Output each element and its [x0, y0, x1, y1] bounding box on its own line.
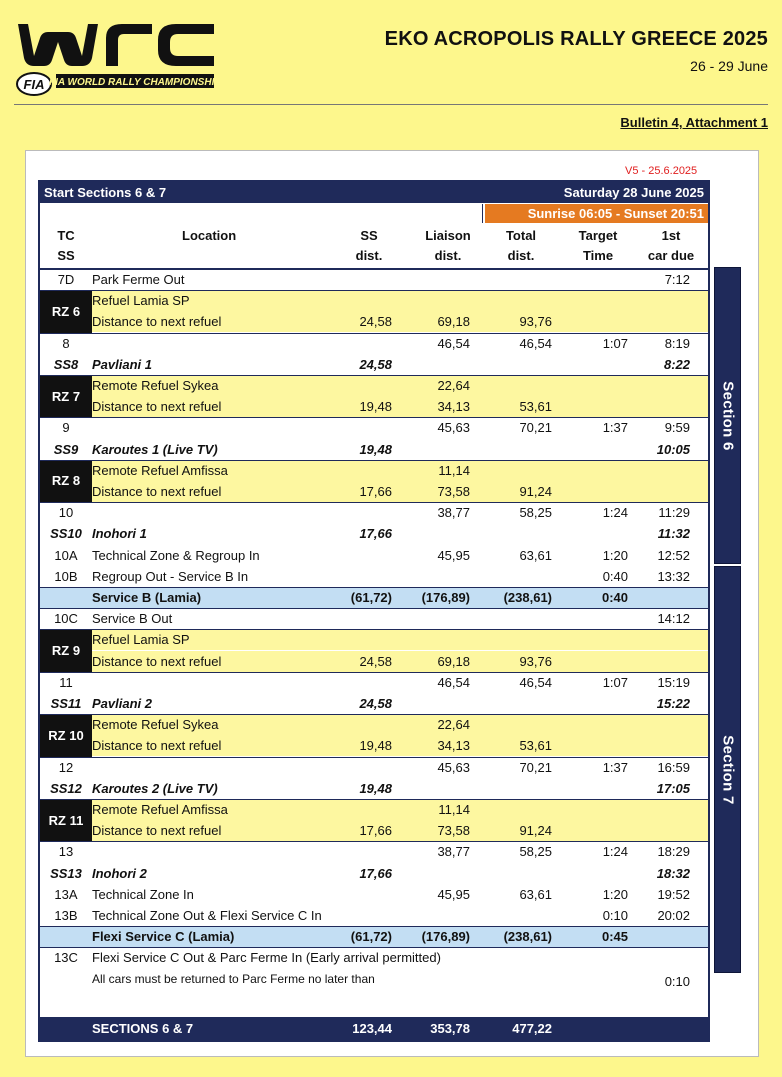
refuel-zone-badge: RZ 9 — [40, 629, 92, 671]
cell-loc: Remote Refuel Amfissa — [92, 802, 228, 817]
cell-to: 91,24 — [519, 823, 552, 839]
wrc-logo-graphic — [14, 18, 218, 100]
header-divider — [14, 104, 768, 105]
cell-to: (238,61) — [503, 590, 552, 605]
col-header-liaison-line1: Liaison — [425, 228, 471, 243]
cell-loc: Regroup Out - Service B In — [92, 568, 249, 584]
cell-tc: 13C — [54, 950, 78, 966]
cell-to: 63,61 — [519, 886, 552, 902]
table-row — [40, 841, 708, 862]
col-header-ss-line1: SS — [360, 228, 378, 243]
timetable-title-bar — [40, 182, 708, 203]
row-divider — [40, 417, 708, 418]
refuel-zone-badge: RZ 8 — [40, 460, 92, 502]
cell-li: 46,54 — [437, 674, 470, 690]
table-row — [40, 396, 708, 417]
cell-tc: 13A — [54, 886, 78, 902]
special-stage-row — [40, 778, 708, 799]
cell-loc: Inohori 2 — [92, 865, 147, 881]
table-row — [40, 502, 708, 523]
timetable-title: Start Sections 6 & 7 — [44, 185, 167, 200]
table-row — [40, 820, 708, 841]
cell-ss: 17,66 — [359, 484, 392, 499]
table-row — [40, 947, 708, 968]
row-divider — [40, 629, 708, 630]
cell-tc: 13B — [54, 908, 78, 923]
cell-tg: 1:20 — [602, 886, 628, 902]
cell-cd: 7:12 — [664, 272, 690, 287]
cell-ss: 17,66 — [359, 865, 392, 881]
table-row — [40, 375, 708, 396]
col-header-car-line2: car due — [647, 248, 695, 263]
row-divider — [40, 757, 708, 758]
sunrise-sunset: Sunrise 06:05 - Sunset 20:51 — [485, 204, 708, 223]
cell-loc: Pavliani 1 — [92, 356, 152, 372]
cell-tc: SS11 — [50, 696, 82, 711]
row-divider — [40, 608, 708, 609]
cell-to: 46,54 — [519, 674, 552, 690]
cell-tc: SS13 — [50, 865, 82, 881]
table-row — [40, 651, 708, 672]
table-row — [40, 714, 708, 735]
col-header-total-line2: dist. — [507, 248, 535, 263]
cell-ss: 24,58 — [359, 356, 392, 372]
cell-tc: SS8 — [53, 356, 79, 372]
cell-loc: Refuel Lamia SP — [92, 293, 190, 309]
cell-loc: Distance to next refuel — [92, 823, 222, 839]
cell-tc: SS10 — [50, 526, 82, 542]
cell-cd: 13:32 — [657, 568, 690, 584]
cell-to: (238,61) — [503, 929, 552, 945]
table-row — [40, 884, 708, 905]
cell-li: 45,95 — [437, 547, 470, 563]
table-row — [40, 905, 708, 926]
col-header-liaison-dist — [418, 226, 478, 266]
cell-li: 22,64 — [437, 717, 470, 733]
cell-li: 38,77 — [437, 844, 470, 860]
section-7-label: Section 7 — [719, 734, 736, 805]
col-header-target-time — [570, 226, 626, 266]
cell-loc: Technical Zone & Regroup In — [92, 547, 260, 563]
cell-to: 70,21 — [519, 759, 552, 775]
cell-li: 73,58 — [437, 823, 470, 839]
cell-cd: 16:59 — [657, 759, 690, 775]
table-row — [40, 333, 708, 354]
cell-tg: 0:10 — [602, 908, 628, 923]
col-header-tc-line1: TC — [57, 228, 75, 243]
service-row — [40, 926, 708, 947]
cell-tg: 1:24 — [602, 844, 628, 860]
refuel-zone-badge: RZ 7 — [40, 375, 92, 417]
cell-li: 69,18 — [437, 314, 470, 330]
cell-tg: 1:07 — [602, 335, 628, 351]
total-ss: 123,44 — [352, 1021, 392, 1036]
cell-cd: 9:59 — [664, 420, 690, 436]
wrc-logo — [14, 18, 218, 100]
cell-li: 11,14 — [438, 802, 470, 817]
cell-tc: SS9 — [53, 441, 79, 457]
cell-tc: 10B — [54, 568, 78, 584]
cell-tc: 9 — [62, 420, 70, 436]
cell-cd: 8:19 — [664, 335, 690, 351]
table-row — [40, 672, 708, 693]
row-divider — [40, 290, 708, 291]
col-header-total-dist — [496, 226, 546, 266]
cell-ss: 24,58 — [359, 653, 392, 669]
cell-to: 58,25 — [519, 505, 552, 521]
col-header-liaison-line2: dist. — [434, 248, 462, 263]
col-header-location — [182, 226, 236, 246]
col-header-car-line1: 1st — [661, 228, 681, 243]
cell-to: 91,24 — [519, 484, 552, 499]
cell-ss: 24,58 — [359, 314, 392, 330]
table-row — [40, 545, 708, 566]
table-row — [40, 799, 708, 820]
cell-tg: 0:40 — [602, 568, 628, 584]
cell-cd: 18:29 — [657, 844, 690, 860]
cell-loc: Pavliani 2 — [92, 696, 152, 711]
cell-li: 11,14 — [438, 462, 470, 478]
cell-loc: Karoutes 1 (Live TV) — [92, 441, 218, 457]
parc-ferme-note-row — [40, 969, 708, 990]
cell-loc: Remote Refuel Sykea — [92, 717, 219, 733]
cell-loc: Technical Zone In — [92, 886, 194, 902]
cell-loc: Service B (Lamia) — [92, 590, 202, 605]
blank-cell — [40, 204, 483, 223]
cell-li: (176,89) — [421, 590, 470, 605]
section-6-tag — [714, 267, 741, 564]
cell-cd: 20:02 — [657, 908, 690, 923]
table-row — [40, 290, 708, 311]
cell-loc: Distance to next refuel — [92, 484, 222, 499]
cell-cd: 17:05 — [656, 780, 690, 796]
cell-li: 73,58 — [437, 484, 470, 499]
version-label: V5 - 25.6.2025 — [625, 165, 698, 177]
cell-cd: 18:32 — [656, 865, 690, 881]
cell-loc: Flexi Service C Out & Parc Ferme In (Early arrival permitted) — [92, 950, 441, 966]
cell-to: 53,61 — [519, 399, 552, 415]
cell-ss: 19,48 — [359, 399, 392, 415]
table-row — [40, 735, 708, 756]
logo-subtitle: FIA WORLD RALLY CHAMPIONSHIP — [48, 77, 218, 88]
fia-badge-text: FIA — [23, 77, 45, 92]
cell-loc: Distance to next refuel — [92, 653, 222, 669]
cell-li: 38,77 — [437, 505, 470, 521]
row-divider — [40, 799, 708, 800]
cell-tc: SS12 — [50, 780, 82, 796]
table-row — [40, 629, 708, 650]
cell-to: 53,61 — [519, 738, 552, 754]
cell-tc: 12 — [58, 759, 74, 775]
cell-ss: 19,48 — [359, 738, 392, 754]
special-stage-row — [40, 354, 708, 375]
table-row — [40, 566, 708, 587]
section-6-label: Section 6 — [719, 380, 736, 451]
cell-cd: 11:29 — [658, 505, 690, 521]
timetable-date: Saturday 28 June 2025 — [563, 185, 704, 200]
cell-li: 34,13 — [437, 399, 470, 415]
cell-tc: 7D — [57, 272, 75, 287]
cell-li: (176,89) — [421, 929, 470, 945]
cell-li: 34,13 — [437, 738, 470, 754]
special-stage-row — [40, 523, 708, 544]
cell-tc: 8 — [62, 335, 70, 351]
cell-li: 22,64 — [437, 378, 470, 393]
cell-to: 93,76 — [519, 653, 552, 669]
cell-tc: 10C — [54, 611, 78, 627]
cell-li: 45,95 — [437, 886, 470, 902]
cell-cd: 11:32 — [657, 526, 690, 542]
table-row — [40, 460, 708, 481]
special-stage-row — [40, 863, 708, 884]
section-7-tag — [714, 566, 741, 973]
cell-ss: 19,48 — [359, 441, 392, 457]
cell-loc: Inohori 1 — [92, 526, 147, 542]
col-header-ss-line2: dist. — [355, 248, 383, 263]
cell-loc: Technical Zone Out & Flexi Service C In — [92, 908, 322, 923]
row-divider — [40, 587, 708, 588]
col-header-total-line1: Total — [505, 228, 537, 243]
table-row — [40, 269, 708, 290]
cell-li: 46,54 — [437, 335, 470, 351]
total-li: 353,78 — [430, 1021, 470, 1036]
cell-tc: 10A — [54, 547, 78, 563]
cell-loc: Distance to next refuel — [92, 738, 222, 754]
bulletin-reference: Bulletin 4, Attachment 1 — [620, 115, 768, 130]
cell-loc: Remote Refuel Sykea — [92, 378, 219, 393]
total-label: SECTIONS 6 & 7 — [92, 1021, 194, 1036]
table-row — [40, 417, 708, 438]
cell-cd: 15:19 — [657, 674, 690, 690]
cell-to: 70,21 — [519, 420, 552, 436]
cell-tg: 1:37 — [602, 420, 628, 436]
col-header-target-line2: Time — [582, 248, 614, 263]
cell-li: 45,63 — [437, 759, 470, 775]
cell-tc: 10 — [58, 505, 74, 521]
parc-ferme-note: All cars must be returned to Parc Ferme no later than — [92, 971, 375, 986]
row-divider — [40, 460, 708, 461]
event-title: EKO ACROPOLIS RALLY GREECE 2025 — [384, 28, 768, 50]
col-header-first-car-due — [638, 226, 704, 266]
cell-to: 63,61 — [519, 547, 552, 563]
cell-li: 69,18 — [437, 653, 470, 669]
table-row — [40, 311, 708, 332]
col-header-ss-dist — [344, 226, 394, 266]
refuel-zone-badge: RZ 6 — [40, 290, 92, 332]
cell-loc: Remote Refuel Amfissa — [92, 462, 228, 478]
cell-li: 45,63 — [437, 420, 470, 436]
cell-cd: 10:05 — [656, 441, 690, 457]
refuel-zone-badge: RZ 10 — [40, 714, 92, 756]
cell-to: 46,54 — [519, 335, 552, 351]
cell-ss: 19,48 — [359, 780, 392, 796]
col-header-target-line1: Target — [578, 228, 618, 243]
table-row — [40, 481, 708, 502]
cell-loc: Refuel Lamia SP — [92, 632, 190, 648]
row-divider — [40, 333, 708, 334]
cell-to: 93,76 — [519, 314, 552, 330]
cell-ss: 24,58 — [359, 696, 392, 711]
cell-ss: 17,66 — [359, 526, 392, 542]
cell-tc: 11 — [59, 674, 73, 690]
row-divider — [40, 841, 708, 842]
cell-loc: Flexi Service C (Lamia) — [92, 929, 235, 945]
row-divider — [40, 375, 708, 376]
table-row — [40, 608, 708, 629]
col-header-location-label: Location — [182, 228, 237, 243]
special-stage-row — [40, 693, 708, 714]
row-divider — [40, 926, 708, 927]
refuel-zone-badge: RZ 11 — [40, 799, 92, 841]
sections-total-row — [40, 1017, 708, 1040]
cell-tc: 13 — [58, 844, 74, 860]
cell-ss: 17,66 — [359, 823, 392, 839]
col-header-tc-line2: SS — [57, 248, 75, 263]
cell-tg: 1:24 — [602, 505, 628, 521]
event-dates: 26 - 29 June — [690, 58, 768, 74]
cell-loc: Service B Out — [92, 611, 173, 627]
cell-loc: Park Ferme Out — [92, 272, 185, 287]
row-divider — [40, 714, 708, 715]
cell-ss: (61,72) — [350, 929, 392, 945]
cell-cd: 8:22 — [663, 356, 690, 372]
cell-tg: 1:07 — [602, 674, 628, 690]
total-to: 477,22 — [512, 1021, 552, 1036]
cell-cd: 12:52 — [657, 547, 690, 563]
cell-cd: 15:22 — [656, 696, 690, 711]
row-divider — [40, 672, 708, 673]
row-divider — [40, 947, 708, 948]
cell-loc: Distance to next refuel — [92, 399, 222, 415]
col-header-tc — [40, 226, 92, 266]
cell-tg: 0:45 — [601, 929, 628, 945]
cell-ss: (61,72) — [350, 590, 392, 605]
cell-cd: 19:52 — [657, 886, 690, 902]
cell-loc: Distance to next refuel — [92, 314, 222, 330]
special-stage-row — [40, 439, 708, 460]
service-row — [40, 587, 708, 608]
cell-to: 58,25 — [519, 844, 552, 860]
row-divider — [40, 502, 708, 503]
table-row — [40, 757, 708, 778]
timetable — [38, 180, 710, 1042]
parc-ferme-time: 0:10 — [664, 973, 690, 989]
cell-tg: 0:40 — [601, 590, 628, 605]
cell-tg: 1:37 — [602, 759, 628, 775]
cell-tg: 1:20 — [602, 547, 628, 563]
cell-cd: 14:12 — [657, 611, 690, 627]
cell-loc: Karoutes 2 (Live TV) — [92, 780, 218, 796]
